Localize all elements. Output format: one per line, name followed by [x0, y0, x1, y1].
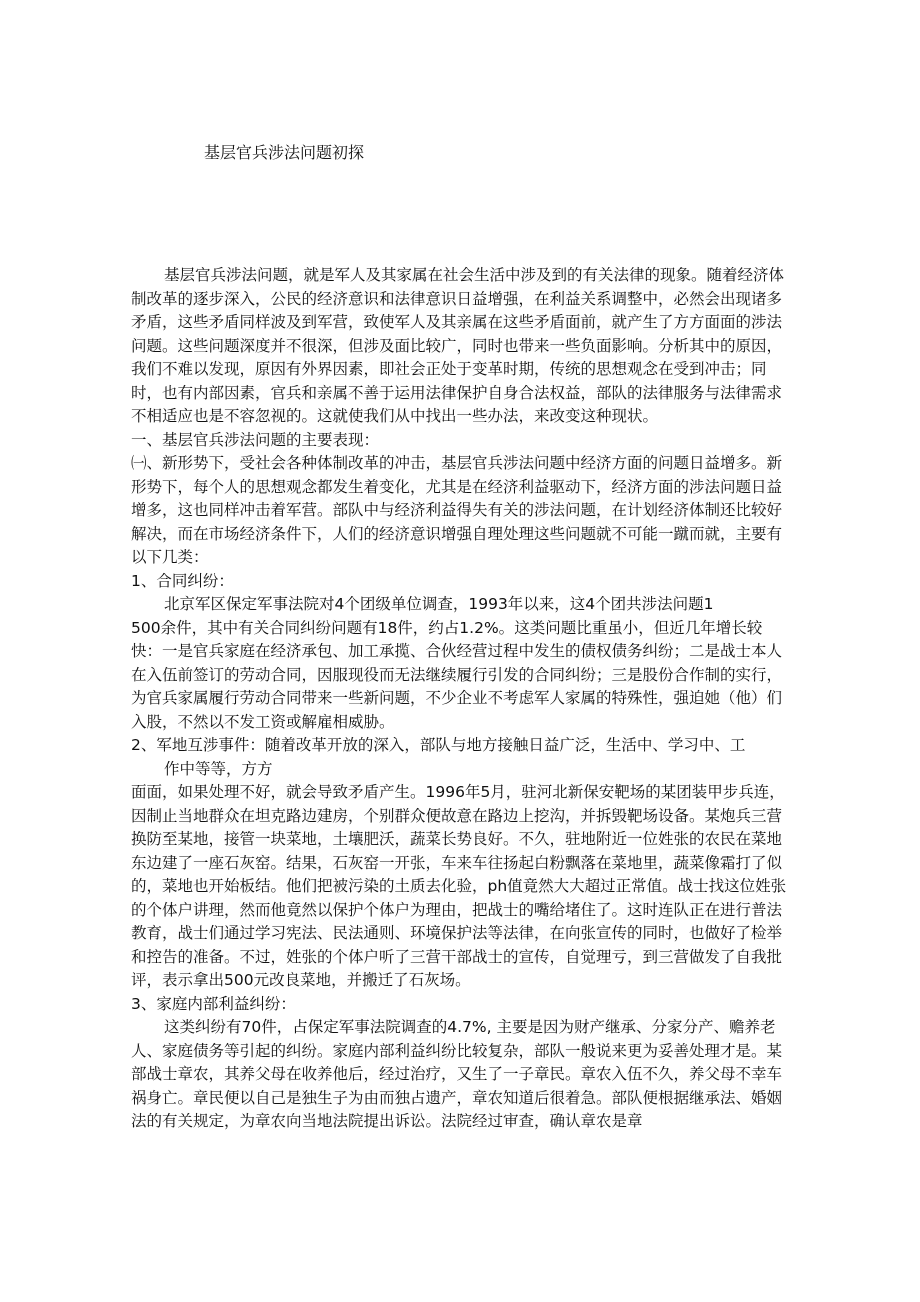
document-body [131, 264, 793, 1134]
paragraph-contract-details: 500余件，其中有关合同纠纷问题有18件，约占1.2%。这类问题比重虽小，但近几年增长较快：一是官兵家庭在经济承包、加工承揽、合伙经营过程中发生的债权债务纠纷；二是战士本人在入伍前签订的劳动合同，因服现役而无法继续履行引发的合同纠纷；三是股份合作制的实行，为官兵家属履行劳动合同带来一些新问题，不少企业不考虑军人家属的特殊性，强迫她（他）们入股，不然以不发工资或解雇相威胁。 [131, 618, 783, 731]
item-heading-contract-disputes: 1、合同纠纷： [131, 571, 234, 590]
paragraph-subsection-1: ㈠、新形势下，受社会各种体制改革的冲击，基层官兵涉法问题中经济方面的问题日益增多。新形势下，每个人的思想观念都发生着变化，尤其是在经济利益驱动下，经济方面的涉法问题日益增多，这也同样冲击着军营。部队中与经济利益得失有关的涉法问题，在计划经济体制还比较好解决，而在市场经济条件下，人们的经济意识增强自理处理这些问题就不可能一蹴而就，主要有以下几类： [131, 454, 783, 566]
paragraph-fragment: 作中等等，方方 [164, 759, 273, 778]
section-heading-1: 一、基层官兵涉法问题的主要表现： [131, 430, 380, 449]
document-title: 基层官兵涉法问题初探 [204, 143, 365, 162]
paragraph-military-civil-details: 面面，如果处理不好，就会导致矛盾产生。1996年5月，驻河北新保安靶场的某团装甲步兵连，因制止当地群众在坦克路边建房，个别群众便故意在路边上挖沟，并拆毁靶场设备。某炮兵三营换防至某地，接管一块菜地，土壤肥沃，蔬菜长势良好。不久，驻地附近一位姓张的农民在菜地东边建了一座石灰窑。结果，石灰窑一开张，车来车往扬起白粉飘落在菜地里，蔬菜像霜打了似的，菜地也开始板结。他们把被污染的土质去化验，ph值竟然大大超过正常值。战士找这位姓张的个体户讲理，然而他竟然以保护个体户为理由，把战士的嘴给堵住了。这时连队正在进行普法教育，战士们通过学习宪法、民法通则、环境保护法等法律，在向张宣传的同时，也做好了检举和控告的准备。不过，姓张的个体户听了三营干部战士的宣传，自觉理亏，到三营做发了自我批评，表示拿出500元改良菜地，并搬迁了石灰场。 [131, 783, 787, 989]
paragraph-family-details: 这类纠纷有70件，占保定军事法院调查的4.7%, 主要是因为财产继承、分家分产、赡养老人、家庭债务等引起的纠纷。家庭内部利益纠纷比较复杂，部队一般说来更为妥善处理才是。某部战士章农，其养父母在收养他后，经过治疗，又生了一子章民。章农入伍不久，养父母不幸车祸身亡。章民便以自己是独生子为由而独占遗产，章农知道后很着急。部队便根据继承法、婚姻法的有关规定，为章农向当地法院提出诉讼。法院经过审查，确认章农是章 [131, 1018, 783, 1130]
item-heading-military-civil-incidents: 2、军地互涉事件：随着改革开放的深入，部队与地方接触日益广泛，生活中、学习中、工 [131, 736, 746, 754]
paragraph-intro: 基层官兵涉法问题，就是军人及其家属在社会生活中涉及到的有关法律的现象。随着经济体制改革的逐步深入，公民的经济意识和法律意识日益增强，在利益关系调整中，必然会出现诸多矛盾，这些矛盾同样波及到军营，致使军人及其亲属在这些矛盾面前，就产生了方方面面的涉法问题。这些问题深度并不很深，但涉及面比较广，同时也带来一些负面影响。分析其中的原因，我们不难以发现，原因有外界因素，即社会正处于变革时期，传统的思想观念在受到冲击；同时，也有内部因素，官兵和亲属不善于运用法律保护自身合法权益，部队的法律服务与法律需求不相适应也是不容忽视的。这就使我们从中找出一些办法，来改变这种现状。 [131, 266, 785, 425]
paragraph-contract-survey: 北京军区保定军事法院对4个团级单位调查，1993年以来，这4个团共涉法问题1 [164, 595, 714, 613]
item-heading-family-disputes: 3、家庭内部利益纠纷： [131, 994, 296, 1013]
